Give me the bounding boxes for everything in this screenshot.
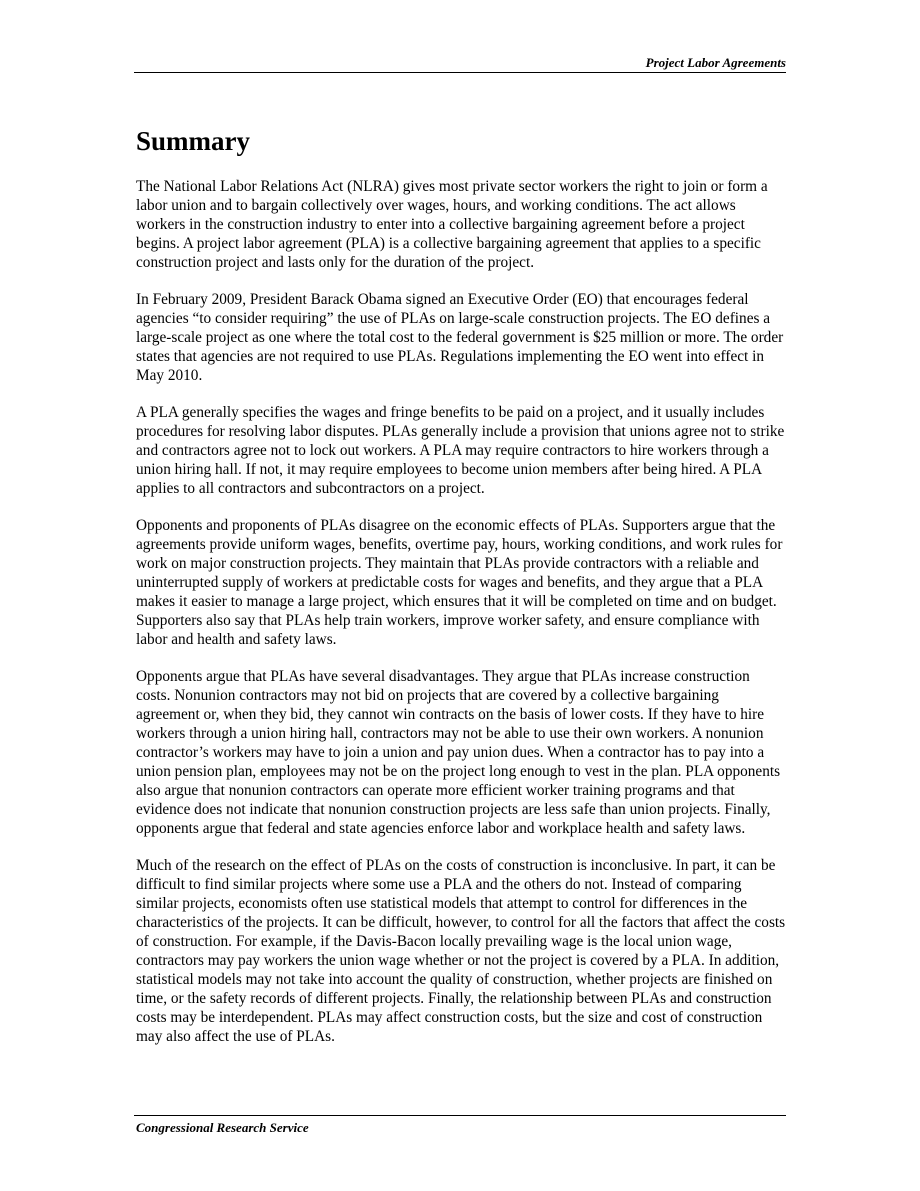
body-text — [136, 177, 786, 1064]
paragraph-supporters: Opponents and proponents of PLAs disagree on the economic effects of PLAs. Supporters argue that the agreements provide uniform wages, benefits, overtime pay, hours, working conditions, and work rules for work on major construction projects. They maintain that PLAs provide contractors with a reliable and uninterrupted supply of workers at predictable costs for wages and benefits, and they argue that a PLA makes it easier to manage a large project, which ensures that it will be completed on time and on budget. Supporters also say that PLAs help train workers, improve worker safety, and ensure compliance with labor and health and safety laws. — [136, 517, 783, 648]
running-footer: Congressional Research Service — [136, 1120, 309, 1135]
section-title: Summary — [136, 126, 250, 156]
running-header: Project Labor Agreements — [645, 55, 786, 70]
paragraph-executive-order: In February 2009, President Barack Obama signed an Executive Order (EO) that encourages federal agencies “to consider requiring” the use of PLAs on large-scale construction projects. The EO defines a large-scale project as one where the total cost to the federal government is $25 million or more. The order states that agencies are not required to use PLAs. Regulations implementing the EO went into effect in May 2010. — [136, 291, 784, 384]
paragraph-pla-provisions: A PLA generally specifies the wages and fringe benefits to be paid on a project, and it usually includes procedures for resolving labor disputes. PLAs generally include a provision that unions agree not to strike and contractors agree not to lock out workers. A PLA may require contractors to hire workers through a union hiring hall. If not, it may require employees to become union members after being hired. A PLA applies to all contractors and subcontractors on a project. — [136, 404, 785, 497]
paragraph-research: Much of the research on the effect of PLAs on the costs of construction is inconclusive. In part, it can be difficult to find similar projects where some use a PLA and the others do not. Instead of comparing similar projects, economists often use statistical models that attempt to control for differences in the characteristics of the projects. It can be difficult, however, to control for all the factors that affect the costs of construction. For example, if the Davis-Bacon locally prevailing wage is the local union wage, contractors may pay workers the union wage whether or not the project is covered by a PLA. In addition, statistical models may not take into account the quality of construction, whether projects are finished on time, or the safety records of different projects. Finally, the relationship between PLAs and construction costs may be interdependent. PLAs may affect construction costs, but the size and cost of construction may also affect the use of PLAs. — [136, 857, 786, 1045]
header-rule — [134, 72, 786, 73]
paragraph-nlra: The National Labor Relations Act (NLRA) gives most private sector workers the right to join or form a labor union and to bargain collectively over wages, hours, and working conditions. The act allows workers in the construction industry to enter into a collective bargaining agreement before a project begins. A project labor agreement (PLA) is a collective bargaining agreement that applies to a specific construction project and lasts only for the duration of the project. — [136, 178, 768, 271]
footer-rule — [134, 1115, 786, 1116]
paragraph-opponents: Opponents argue that PLAs have several disadvantages. They argue that PLAs increase construction costs. Nonunion contractors may not bid on projects that are covered by a collective bargaining agreement or, when they bid, they cannot win contracts on the basis of lower costs. If they have to hire workers through a union hiring hall, contractors may not be able to use their own workers. A nonunion contractor’s workers may have to join a union and pay union dues. When a contractor has to pay into a union pension plan, employees may not be on the project long enough to vest in the plan. PLA opponents also argue that nonunion contractors can operate more efficient worker training programs and that evidence does not indicate that nonunion construction projects are less safe than union projects. Finally, opponents argue that federal and state agencies enforce labor and workplace health and safety laws. — [136, 668, 781, 837]
